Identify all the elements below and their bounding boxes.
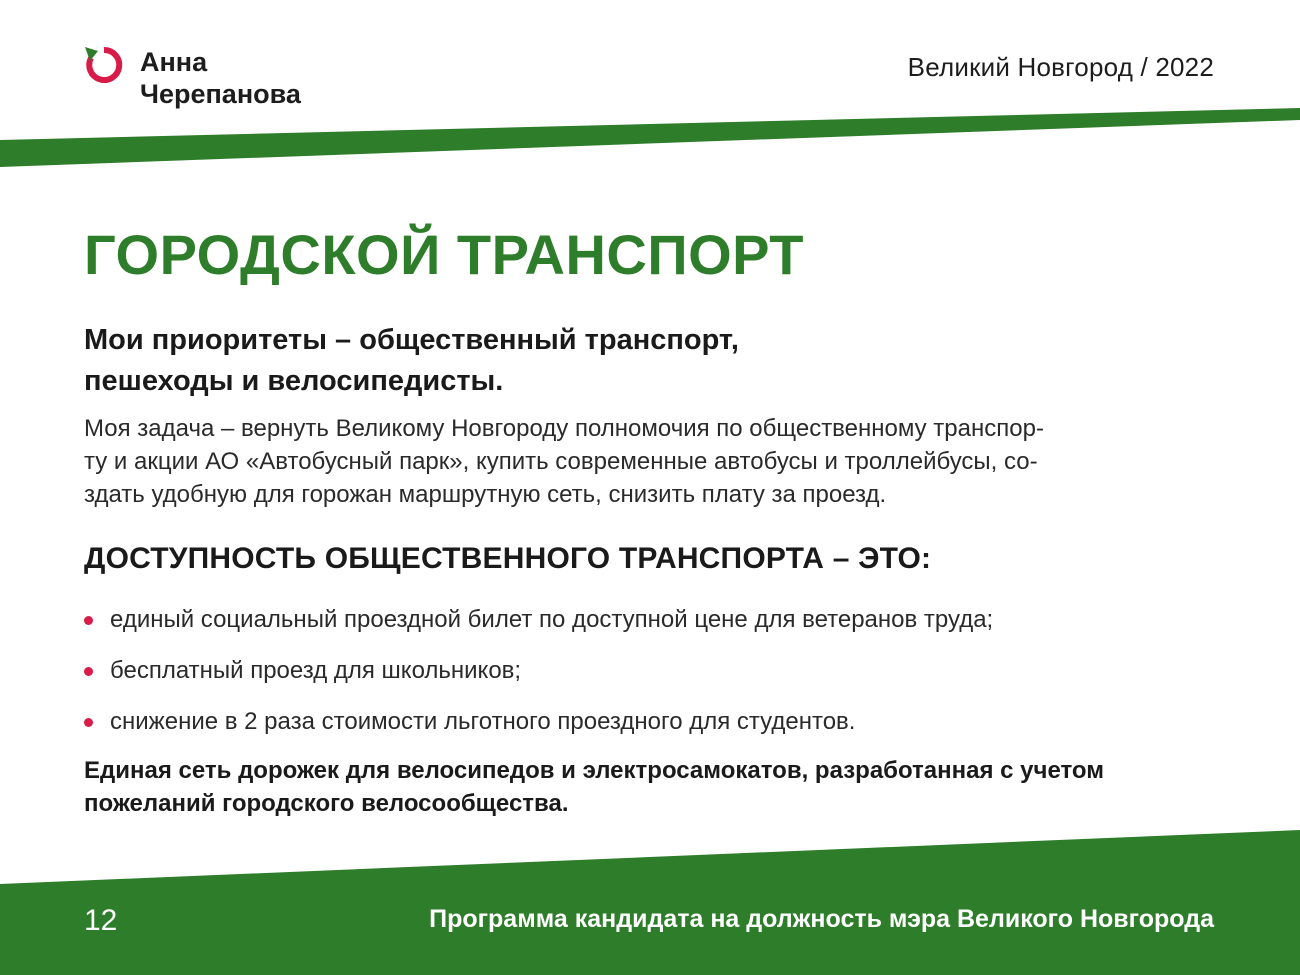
header-green-band — [0, 108, 1300, 167]
bullet-dot-icon — [84, 616, 93, 625]
lead-line: пешеходы и велосипедисты. — [84, 365, 504, 397]
lead-line: Мои приоритеты – общественный транспорт, — [84, 324, 739, 356]
footer-program-text: Программа кандидата на должность мэра Великого Новгорода — [429, 905, 1214, 933]
closing-line: пожеланий городского велосообщества. — [84, 790, 569, 817]
bullet-dot-icon — [84, 667, 93, 676]
task-line: здать удобную для горожан маршрутную сеть, снизить плату за проезд. — [84, 481, 887, 508]
task-paragraph — [84, 412, 1224, 511]
candidate-first-name: Анна — [140, 47, 208, 77]
location-year: Великий Новгород / 2022 — [907, 52, 1214, 82]
section-title: ДОСТУПНОСТЬ ОБЩЕСТВЕННОГО ТРАНСПОРТА – ЭТО: — [84, 542, 932, 575]
list-item-text: снижение в 2 раза стоимости льготного проездного для студентов. — [110, 708, 856, 735]
page-title: ГОРОДСКОЙ ТРАНСПОРТ — [84, 223, 804, 286]
candidate-name — [140, 46, 301, 110]
closing-statement — [84, 754, 1104, 820]
lead-statement — [84, 320, 739, 402]
accessibility-list — [84, 600, 993, 753]
list-item — [84, 600, 993, 651]
task-line: Моя задача – вернуть Великому Новгороду полномочия по общественному транспор- — [84, 415, 1044, 442]
closing-line: Единая сеть дорожек для велосипедов и электросамокатов, разработанная с учетом — [84, 757, 1105, 784]
candidate-logo-icon — [84, 45, 124, 85]
task-line: ту и акции АО «Автобусный парк», купить современные автобусы и троллейбусы, со- — [84, 448, 1038, 475]
footer-green-band — [0, 830, 1300, 975]
list-item — [84, 651, 993, 702]
list-item — [84, 702, 993, 753]
candidate-last-name: Черепанова — [140, 79, 301, 109]
list-item-text: бесплатный проезд для школьников; — [110, 657, 522, 684]
bullet-dot-icon — [84, 718, 93, 727]
page-number: 12 — [84, 904, 118, 937]
list-item-text: единый социальный проездной билет по доступной цене для ветеранов труда; — [110, 606, 994, 633]
